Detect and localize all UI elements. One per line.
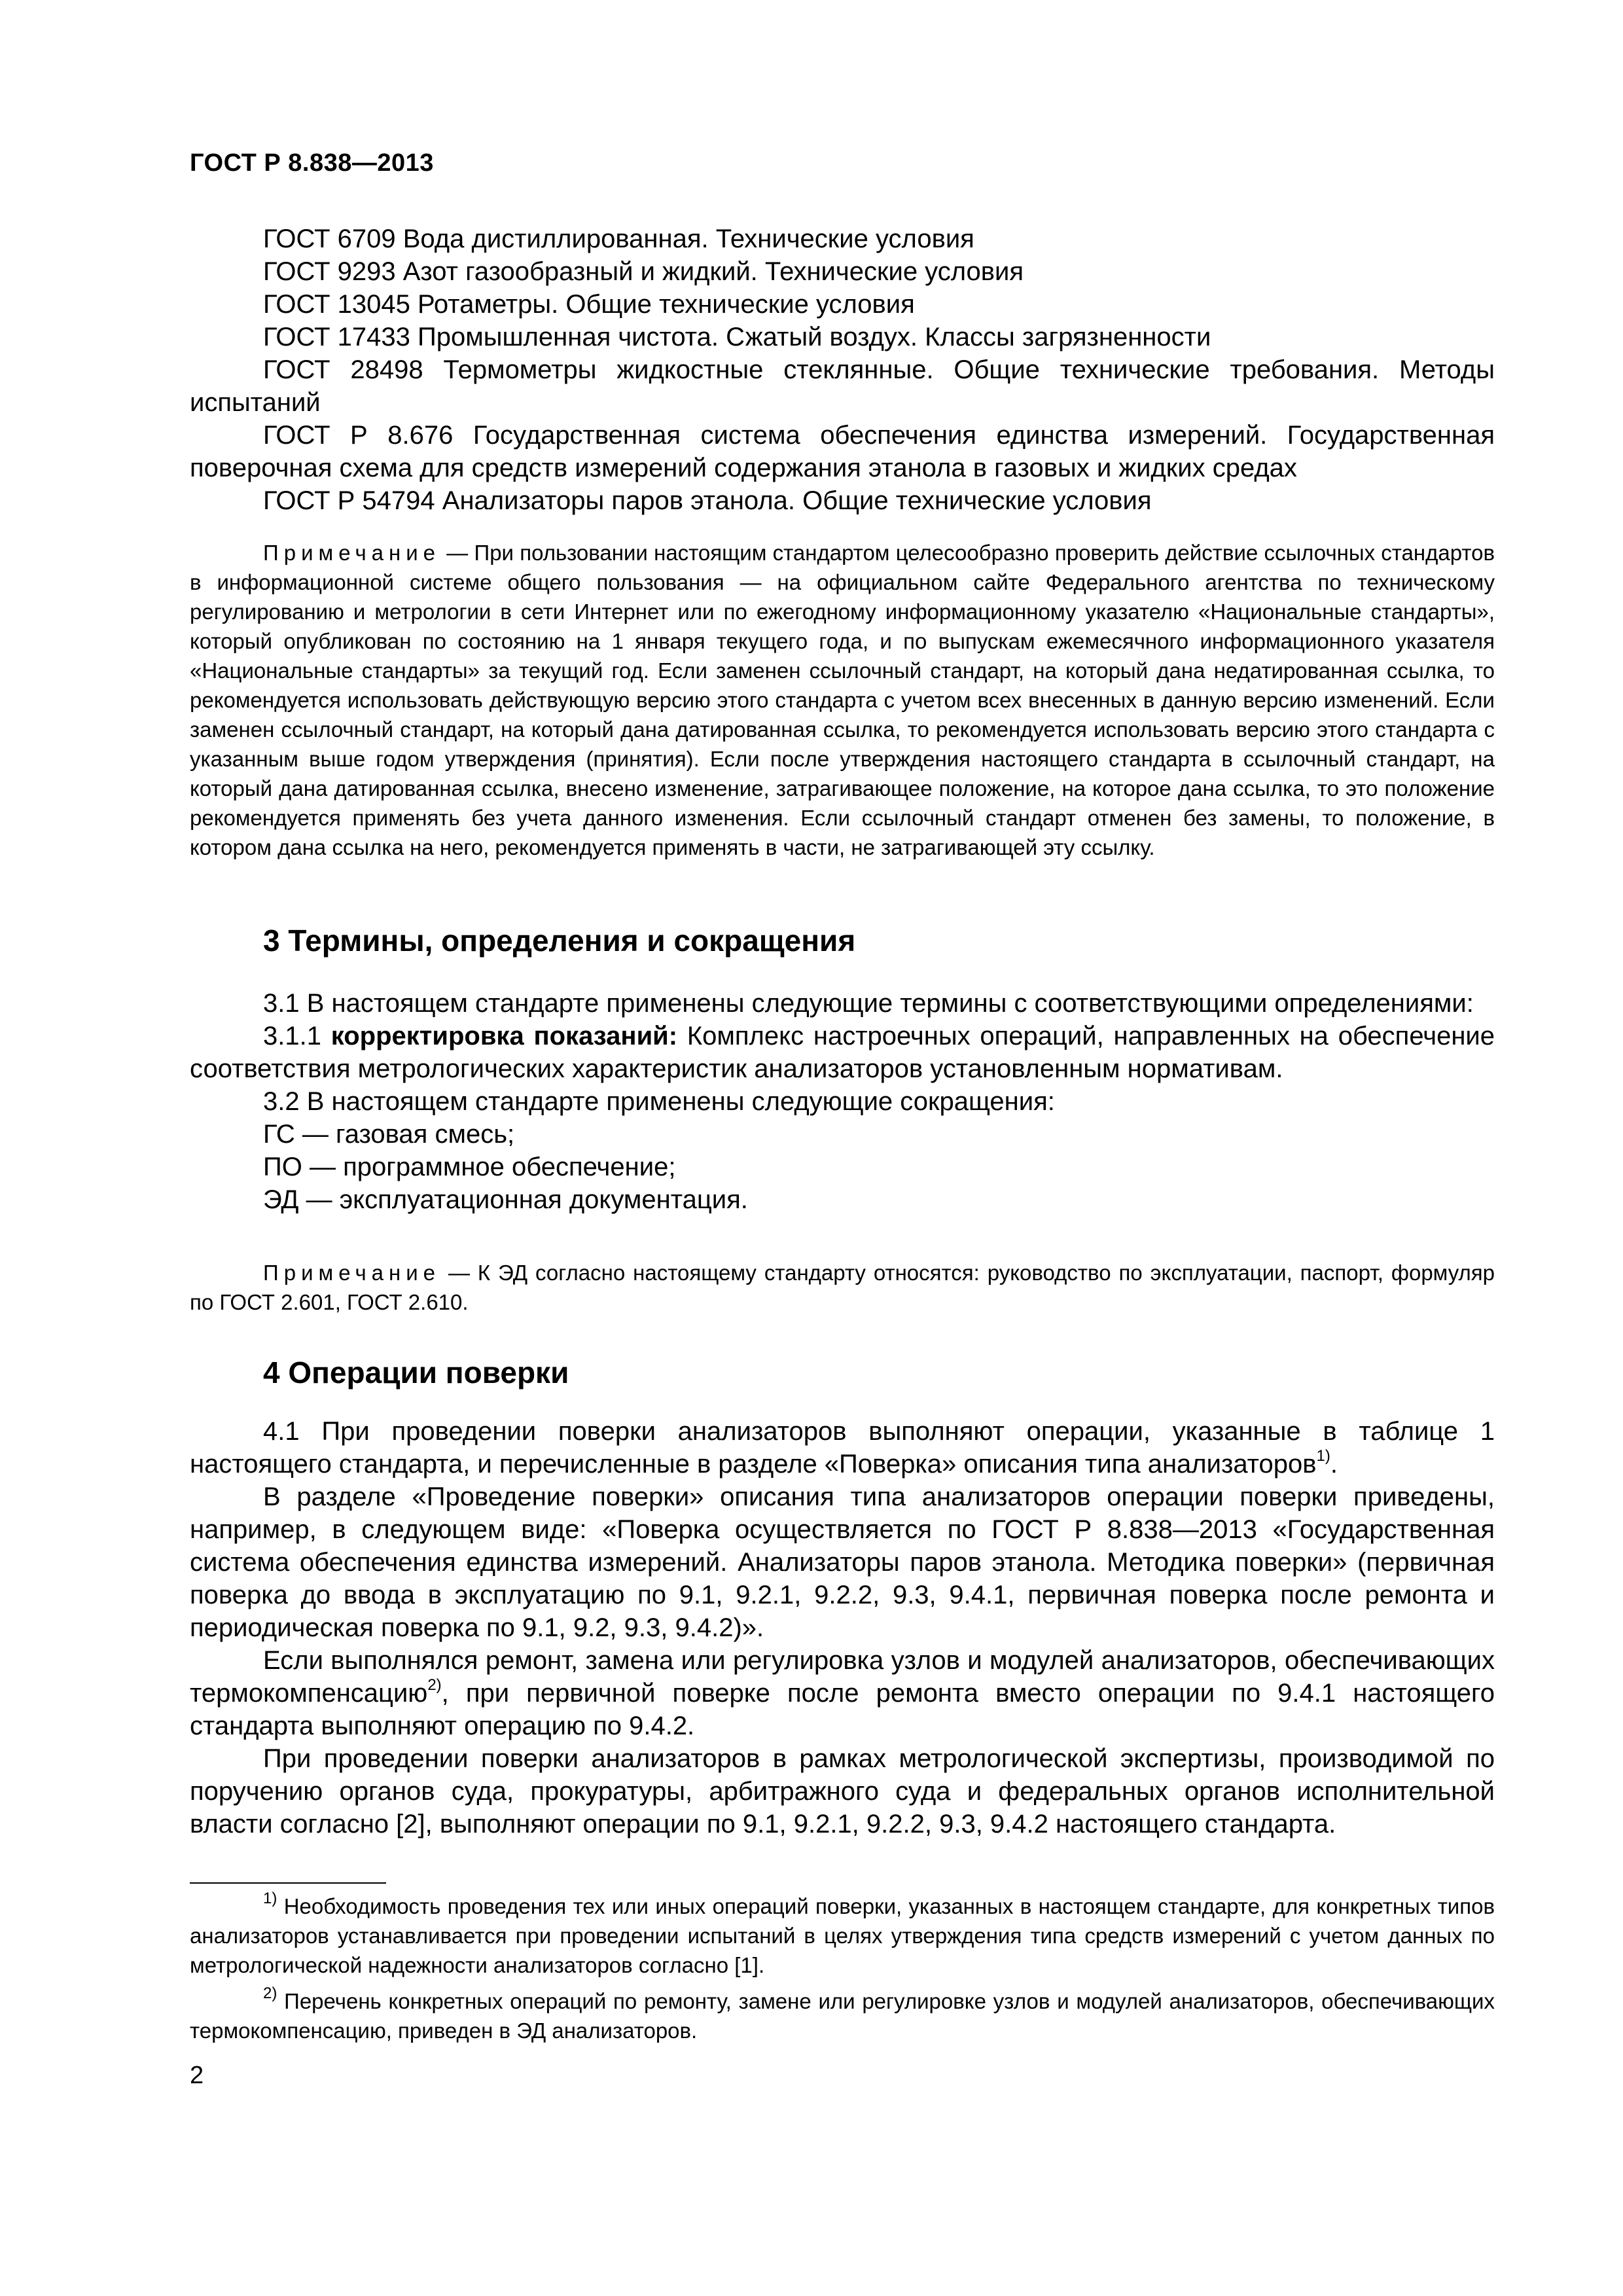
paragraph-text: . <box>1330 1450 1338 1479</box>
paragraph-3-2: 3.2 В настоящем стандарте применены следующие сокращения: <box>263 1087 1055 1116</box>
section-4-body <box>190 1415 1495 1840</box>
footnote-ref: 2) <box>427 1676 442 1694</box>
paragraph-4-1-expertise: При проведении поверки анализаторов в рамках метрологической экспертизы, производимой по поручению органов суда, прокуратуры, арбитражного суда и федеральных органов исполнительной власти согласно [2], выполняют операции по 9.1, 9.2.1, 9.2.2, 9.3, 9.4.2 настоящего стандарта. <box>190 1744 1495 1839</box>
section-3-title: 3 Термины, определения и сокращения <box>263 924 856 958</box>
references-list <box>190 223 1495 517</box>
footnote-divider <box>190 1882 386 1884</box>
note-label: Примечание <box>263 1261 441 1285</box>
document-header: ГОСТ Р 8.838—2013 <box>190 149 434 177</box>
reference-item: ГОСТ 17433 Промышленная чистота. Сжатый воздух. Классы загрязненности <box>263 323 1211 351</box>
page-number: 2 <box>190 2062 204 2089</box>
reference-item: ГОСТ 13045 Ротаметры. Общие технические условия <box>263 290 915 319</box>
paragraph-4-1-example: В разделе «Проведение поверки» описания типа анализаторов операции поверки приведены, например, в следующем виде: «Поверка осуществляется по ГОСТ Р 8.838—2013 «Государственная система обеспечения единства измерений. Анализаторы паров этанола. Методика поверки» (первичная поверка до ввода в эксплуатацию по 9.1, 9.2.1, 9.2.2, 9.3, 9.4.1, первичная поверка после ремонта и периодическая поверка по 9.1, 9.2, 9.3, 9.4.2)». <box>190 1482 1495 1642</box>
paragraph-3-1: 3.1 В настоящем стандарте применены следующие термины с соответствующими определениями: <box>263 989 1474 1018</box>
section-3-note <box>190 1258 1495 1317</box>
section-3-body <box>190 987 1495 1216</box>
note-text: — К ЭД согласно настоящему стандарту относятся: руководство по эксплуатации, паспорт, формуляр по ГОСТ 2.601, ГОСТ 2.610. <box>190 1261 1495 1314</box>
term-definition: корректировка показаний: <box>330 1022 678 1050</box>
definition-text: Комплекс настроечных операций, направленных на обеспечение соответствия метрологических характеристик анализаторов установленным нормативам. <box>190 1022 1495 1083</box>
references-note <box>190 538 1495 862</box>
section-4-title: 4 Операции поверки <box>263 1355 569 1390</box>
reference-item: ГОСТ 6709 Вода дистиллированная. Технические условия <box>263 224 974 253</box>
footnote-ref: 1) <box>1316 1446 1330 1465</box>
abbreviation-item: ПО — программное обеспечение; <box>263 1153 676 1181</box>
abbreviation-item: ГС — газовая смесь; <box>263 1120 515 1149</box>
paragraph-text: 4.1 При проведении поверки анализаторов выполняют операции, указанные в таблице 1 настоящего стандарта, и перечисленные в разделе «Поверка» описания типа анализаторов <box>190 1417 1495 1479</box>
note-label: Примечание <box>263 541 441 565</box>
paragraph-4-1-repair <box>190 1644 1495 1742</box>
note-text: — При пользовании настоящим стандартом целесообразно проверить действие ссылочных стандартов в информационной системе общего пользования — на официальном сайте Федерального агентства по техническому регулированию и метрологии в сети Интернет или по ежегодному информационному указателю «Национальные стандарты», который опубликован по состоянию на 1 января текущего года, и по выпускам ежемесячного информационного указателя «Национальные стандарты» за текущий год. Если заменен ссылочный стандарт, на который дана недатированная ссылка, то рекомендуется использовать действующую версию этого стандарта с учетом всех внесенных в данную версию изменений. Если заменен ссылочный стандарт, на который дана датированная ссылка, то рекомендуется использовать версию этого стандарта с указанным выше годом утверждения (принятия). Если после утверждения настоящего стандарта в ссылочный стандарт, на который дана датированная ссылка, внесено изменение, затрагивающее положение, на которое дана ссылка, то это положение рекомендуется применять без учета данного изменения. Если ссылочный стандарт отменен без замены, то положение, в котором дана ссылка на него, рекомендуется применять в части, не затрагивающей эту ссылку. <box>190 541 1495 859</box>
reference-item: ГОСТ Р 54794 Анализаторы паров этанола. Общие технические условия <box>263 486 1152 515</box>
footnote-2 <box>190 1986 1495 2045</box>
paragraph-text: , при первичной поверке после ремонта вместо операции по 9.4.1 настоящего стандарта выполняют операцию по 9.4.2. <box>190 1679 1495 1740</box>
footnote-1 <box>190 1892 1495 1980</box>
paragraph-3-1-1 <box>190 1020 1495 1085</box>
footnote-text: Необходимость проведения тех или иных операций поверки, указанных в настоящем стандарте, для конкретных типов анализаторов устанавливается при проведении испытаний в целях утверждения типа средств измерений с учетом данных по метрологической надежности анализаторов согласно [1]. <box>190 1894 1495 1977</box>
reference-item: ГОСТ Р 8.676 Государственная система обеспечения единства измерений. Государственная поверочная схема для средств измерений содержания этанола в газовых и жидких средах <box>190 421 1495 482</box>
abbreviation-item: ЭД — эксплуатационная документация. <box>263 1185 748 1214</box>
reference-item: ГОСТ 9293 Азот газообразный и жидкий. Технические условия <box>263 257 1024 286</box>
paragraph-4-1 <box>190 1415 1495 1480</box>
footnote-mark: 1) <box>263 1890 277 1907</box>
paragraph-text: Если выполнялся ремонт, замена или регулировка узлов и модулей анализаторов, обеспечивающих термокомпенсацию <box>190 1646 1495 1708</box>
paragraph-number: 3.1.1 <box>263 1022 331 1050</box>
reference-item: ГОСТ 28498 Термометры жидкостные стеклянные. Общие технические требования. Методы испытаний <box>190 355 1495 417</box>
footnote-text: Перечень конкретных операций по ремонту, замене или регулировке узлов и модулей анализаторов, обеспечивающих термокомпенсацию, приведен в ЭД анализаторов. <box>190 1989 1495 2043</box>
footnote-mark: 2) <box>263 1984 277 2002</box>
